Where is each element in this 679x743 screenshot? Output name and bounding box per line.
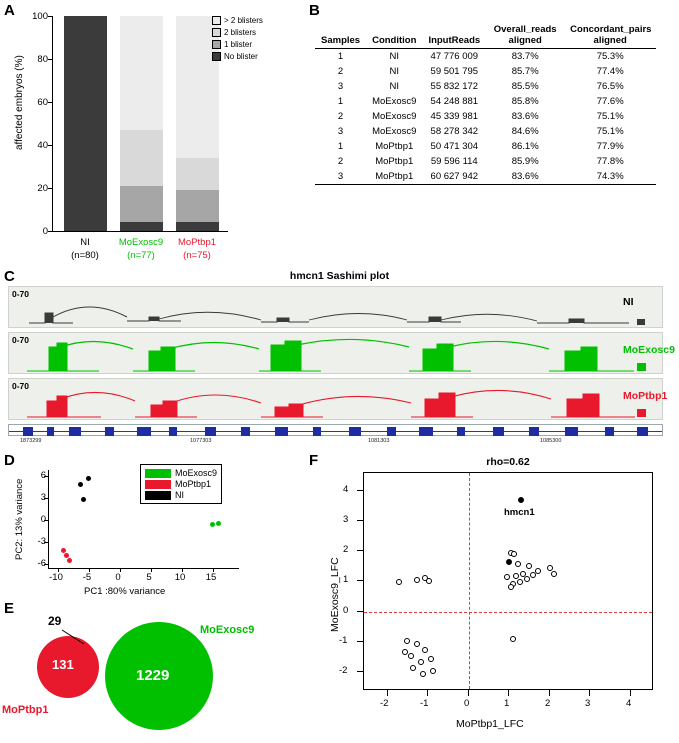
exon bbox=[387, 427, 396, 436]
legend-swatch-moexosc9-icon bbox=[145, 469, 171, 478]
f-y-tickmark-neg1 bbox=[357, 641, 363, 642]
d-y-axis-line bbox=[48, 470, 49, 569]
cell-inputreads: 50 471 304 bbox=[430, 141, 479, 152]
d-y-label-6: 6 bbox=[40, 470, 46, 481]
track-label-ni: NI bbox=[623, 296, 634, 308]
table-row bbox=[315, 94, 656, 109]
exon bbox=[205, 427, 216, 436]
cell-condition: MoExosc9 bbox=[372, 96, 417, 107]
scatter-point-hmcn1 bbox=[518, 497, 524, 503]
y-tick-60: 60 bbox=[37, 97, 48, 108]
scatter-point bbox=[408, 653, 414, 659]
cell-overall: 85.8% bbox=[511, 96, 539, 107]
cat-n-moptbp1: (n=75) bbox=[183, 250, 211, 261]
legend-item-2 bbox=[212, 28, 263, 37]
legend-item-ni bbox=[145, 490, 217, 500]
f-y-label-0: 0 bbox=[343, 605, 349, 616]
cell-sample: 2 bbox=[337, 66, 344, 77]
cell-concordant: 74.3% bbox=[564, 169, 656, 185]
scatter-point bbox=[396, 579, 402, 585]
cat-label-moptbp1: MoPtbp1 bbox=[177, 237, 217, 248]
panel-f-y-axis-label: MoExosc9_LFC bbox=[329, 557, 341, 632]
exon bbox=[275, 427, 288, 436]
panel-a-y-axis-label: affected embryos (%) bbox=[14, 55, 25, 150]
sashimi-track-moptbp1 bbox=[8, 378, 663, 420]
cell-condition: MoPtbp1 bbox=[366, 169, 422, 185]
panel-b bbox=[303, 0, 679, 268]
panel-d-legend bbox=[140, 464, 222, 504]
cell-concordant: 76.5% bbox=[596, 81, 624, 92]
sashimi-curve-ni bbox=[9, 287, 662, 327]
exon bbox=[23, 427, 33, 436]
scatter-point bbox=[551, 571, 557, 577]
col-header-samples: Samples bbox=[315, 22, 366, 49]
cell-sample: 1 bbox=[337, 96, 344, 107]
scatter-point-moexosc9 bbox=[216, 521, 221, 526]
f-x-label-neg1: -1 bbox=[420, 698, 429, 709]
cell-inputreads: 59 501 795 bbox=[430, 66, 479, 77]
scatter-point bbox=[508, 584, 514, 590]
zero-line-vertical bbox=[469, 473, 470, 689]
cell-condition: NI bbox=[389, 66, 399, 77]
zero-line-horizontal bbox=[364, 612, 652, 613]
exon bbox=[457, 427, 465, 436]
sashimi-curve-moptbp1 bbox=[9, 379, 662, 419]
f-x-tickmark-3 bbox=[589, 690, 590, 696]
scatter-point bbox=[535, 568, 541, 574]
f-x-label-1: 1 bbox=[504, 698, 510, 709]
cell-sample: 1 bbox=[315, 49, 366, 65]
coord-label: 1077303 bbox=[190, 438, 212, 444]
scatter-point bbox=[511, 551, 517, 557]
exon bbox=[313, 427, 321, 436]
scatter-point bbox=[414, 577, 420, 583]
cell-sample: 2 bbox=[337, 111, 344, 122]
exon bbox=[419, 427, 433, 436]
y-tick-40: 40 bbox=[37, 140, 48, 151]
exon bbox=[47, 427, 54, 436]
f-x-tickmark-1 bbox=[508, 690, 509, 696]
venn-count-moptbp1: 131 bbox=[52, 657, 74, 672]
legend-item-moexosc9 bbox=[145, 468, 217, 478]
cell-concordant: 77.4% bbox=[596, 66, 624, 77]
point-annotation-hmcn1: hmcn1 bbox=[504, 507, 535, 518]
f-x-label-4: 4 bbox=[626, 698, 632, 709]
track-range-moexosc9: 0-70 bbox=[12, 335, 30, 345]
cell-condition: NI bbox=[366, 49, 422, 65]
legend-swatch-moptbp1-icon bbox=[145, 480, 171, 489]
panel-a-legend bbox=[212, 16, 263, 64]
cell-overall: 83.6% bbox=[486, 169, 564, 185]
f-y-label-1: 1 bbox=[343, 574, 349, 585]
panel-f bbox=[303, 452, 679, 743]
track-label-moptbp1: MoPtbp1 bbox=[623, 390, 668, 402]
scatter-point bbox=[547, 565, 553, 571]
scatter-point bbox=[402, 649, 408, 655]
exon bbox=[241, 427, 250, 436]
exon bbox=[565, 427, 578, 436]
legend-swatch-none-icon bbox=[212, 52, 221, 61]
legend-label-1: 1 blister bbox=[224, 40, 253, 49]
table-row bbox=[315, 154, 656, 169]
panel-a-letter: A bbox=[4, 2, 15, 19]
exon bbox=[137, 427, 151, 436]
legend-swatch-gt2-icon bbox=[212, 16, 221, 25]
d-x-label-10: 10 bbox=[174, 572, 186, 583]
f-x-label-3: 3 bbox=[585, 698, 591, 709]
panel-e-letter: E bbox=[4, 600, 15, 617]
cell-concordant: 77.9% bbox=[596, 141, 624, 152]
f-y-label-neg2: -2 bbox=[339, 665, 348, 676]
d-x-label-0: 0 bbox=[115, 572, 121, 583]
y-tick-80: 80 bbox=[37, 54, 48, 65]
bar-moexosc9 bbox=[120, 16, 163, 231]
cell-overall: 83.6% bbox=[511, 111, 539, 122]
venn-label-moexosc9: MoExosc9 bbox=[200, 624, 255, 636]
cell-inputreads: 55 832 172 bbox=[430, 81, 479, 92]
f-x-tickmark-neg1 bbox=[427, 690, 428, 696]
exon bbox=[349, 427, 361, 436]
panel-b-letter: B bbox=[309, 2, 320, 19]
scatter-point bbox=[420, 671, 426, 677]
panel-a-plot-area bbox=[52, 16, 227, 231]
tick-100 bbox=[48, 16, 52, 17]
cell-condition: MoPtbp1 bbox=[375, 141, 414, 152]
exon bbox=[493, 427, 504, 436]
cell-overall: 85.7% bbox=[511, 66, 539, 77]
f-x-tickmark-4 bbox=[630, 690, 631, 696]
scatter-point bbox=[506, 559, 512, 565]
table-row bbox=[315, 109, 656, 124]
cat-n-ni: (n=80) bbox=[71, 250, 99, 261]
scatter-point-moptbp1 bbox=[67, 558, 72, 563]
bar-seg-1-blister bbox=[176, 190, 219, 222]
panel-f-letter: F bbox=[309, 452, 319, 469]
scatter-point bbox=[524, 576, 530, 582]
cell-condition: MoExosc9 bbox=[372, 111, 417, 122]
f-y-tickmark-1 bbox=[357, 580, 363, 581]
col-header-overall-reads-aligned: Overall_reads aligned bbox=[486, 22, 564, 49]
legend-item-moptbp1 bbox=[145, 479, 217, 489]
bar-seg-no-blister bbox=[120, 222, 163, 231]
d-x-axis-line bbox=[48, 568, 239, 569]
legend-item-gt2 bbox=[212, 16, 263, 25]
scatter-point bbox=[517, 579, 523, 585]
sashimi-track-moexosc9 bbox=[8, 332, 663, 374]
scatter-point bbox=[504, 574, 510, 580]
f-y-tickmark-4 bbox=[357, 490, 363, 491]
scatter-point bbox=[428, 656, 434, 662]
f-y-label-2: 2 bbox=[343, 544, 349, 555]
panel-f-x-axis-label: MoPtbp1_LFC bbox=[456, 718, 524, 730]
cell-inputreads: 47 776 009 bbox=[422, 49, 486, 65]
y-tick-100: 100 bbox=[32, 11, 48, 22]
tick-40 bbox=[48, 145, 52, 146]
f-y-label-4: 4 bbox=[343, 484, 349, 495]
track-range-ni: 0-70 bbox=[12, 289, 30, 299]
scatter-point bbox=[410, 665, 416, 671]
cat-label-moexosc9: MoExosc9 bbox=[118, 237, 164, 248]
scatter-point-ni bbox=[78, 482, 83, 487]
cell-condition: MoPtbp1 bbox=[375, 156, 414, 167]
panel-f-plot-area bbox=[363, 472, 653, 690]
panel-d-letter: D bbox=[4, 452, 15, 469]
panel-e bbox=[0, 600, 300, 743]
f-y-label-neg1: -1 bbox=[339, 635, 348, 646]
scatter-point bbox=[426, 578, 432, 584]
scatter-point-moexosc9 bbox=[210, 522, 215, 527]
x-axis-line bbox=[52, 231, 228, 232]
d-y-label-neg6: -6 bbox=[37, 558, 46, 569]
cat-n-moexosc9: (n=77) bbox=[127, 250, 155, 261]
cell-inputreads: 45 339 981 bbox=[430, 111, 479, 122]
bar-seg-no-blister bbox=[176, 222, 219, 231]
f-y-tickmark-0 bbox=[357, 611, 363, 612]
panel-c bbox=[0, 268, 679, 453]
f-x-label-0: 0 bbox=[464, 698, 470, 709]
cell-concordant: 75.1% bbox=[596, 111, 624, 122]
cell-overall: 85.9% bbox=[511, 156, 539, 167]
venn-count-moexosc9: 1229 bbox=[136, 667, 170, 684]
cell-condition: NI bbox=[389, 81, 399, 92]
d-y-label-0: 0 bbox=[40, 514, 46, 525]
f-x-label-2: 2 bbox=[545, 698, 551, 709]
exon bbox=[69, 427, 81, 436]
scatter-point-ni bbox=[81, 497, 86, 502]
panel-a bbox=[0, 0, 300, 268]
scatter-point bbox=[404, 638, 410, 644]
coord-label: 1085300 bbox=[540, 438, 562, 444]
cell-sample: 2 bbox=[337, 156, 344, 167]
cell-overall: 86.1% bbox=[511, 141, 539, 152]
table-row bbox=[315, 124, 656, 139]
cell-inputreads: 58 278 342 bbox=[430, 126, 479, 137]
legend-label-moexosc9: MoExosc9 bbox=[175, 468, 218, 478]
legend-swatch-2-icon bbox=[212, 28, 221, 37]
col-header-inputreads: InputReads bbox=[422, 22, 486, 49]
scatter-point bbox=[530, 572, 536, 578]
exon bbox=[529, 427, 539, 436]
venn-count-overlap: 29 bbox=[48, 614, 62, 628]
d-x-label-15: 15 bbox=[205, 572, 217, 583]
scatter-point bbox=[422, 647, 428, 653]
f-x-tickmark-2 bbox=[549, 690, 550, 696]
table-row bbox=[315, 139, 656, 154]
cell-condition: MoExosc9 bbox=[372, 126, 417, 137]
table-row bbox=[315, 79, 656, 94]
panel-c-title: hmcn1 Sashimi plot bbox=[289, 270, 390, 282]
panel-c-letter: C bbox=[4, 268, 15, 285]
bar-seg-gt2-blisters bbox=[120, 16, 163, 130]
scatter-point bbox=[513, 573, 519, 579]
exon bbox=[169, 427, 177, 436]
cell-inputreads: 59 596 114 bbox=[430, 156, 478, 167]
venn-leader-line bbox=[0, 600, 300, 743]
sashimi-track-ni bbox=[8, 286, 663, 328]
cell-sample: 3 bbox=[337, 126, 344, 137]
cell-concordant: 77.8% bbox=[596, 156, 624, 167]
coord-label: 1873299 bbox=[20, 438, 42, 444]
scatter-point-ni bbox=[86, 476, 91, 481]
cell-overall: 84.6% bbox=[511, 126, 539, 137]
tick-80 bbox=[48, 59, 52, 60]
scatter-point bbox=[418, 659, 424, 665]
exon bbox=[637, 427, 648, 436]
y-tick-20: 20 bbox=[37, 183, 48, 194]
legend-label-2: 2 blisters bbox=[224, 28, 257, 37]
f-x-tickmark-neg2 bbox=[387, 690, 388, 696]
track-range-moptbp1: 0-70 bbox=[12, 381, 30, 391]
bar-seg-no-blister bbox=[64, 16, 107, 231]
coord-label: 1081303 bbox=[368, 438, 390, 444]
legend-swatch-1-icon bbox=[212, 40, 221, 49]
d-x-label-neg10: -10 bbox=[49, 572, 63, 583]
f-x-label-neg2: -2 bbox=[380, 698, 389, 709]
f-y-label-3: 3 bbox=[343, 514, 349, 525]
y-axis-line bbox=[52, 16, 53, 232]
panel-f-title: rho=0.62 bbox=[486, 456, 530, 468]
y-tick-0: 0 bbox=[42, 226, 48, 237]
exon bbox=[105, 427, 114, 436]
col-header-concordant-pairs-aligned: Concordant_pairs aligned bbox=[564, 22, 656, 49]
legend-swatch-ni-icon bbox=[145, 491, 171, 500]
legend-item-1 bbox=[212, 40, 263, 49]
col-header-condition: Condition bbox=[366, 22, 422, 49]
table-row bbox=[315, 169, 656, 185]
exon bbox=[605, 427, 614, 436]
bar-ni bbox=[64, 16, 107, 231]
f-y-tickmark-3 bbox=[357, 520, 363, 521]
cat-label-ni: NI bbox=[80, 237, 90, 248]
cell-concordant: 77.6% bbox=[596, 96, 624, 107]
cell-inputreads: 54 248 881 bbox=[430, 96, 479, 107]
bar-seg-2-blisters bbox=[120, 130, 163, 186]
legend-label-none: No blister bbox=[224, 52, 258, 61]
scatter-point bbox=[526, 563, 532, 569]
legend-item-none bbox=[212, 52, 263, 61]
gene-model-track bbox=[8, 424, 663, 436]
alignment-stats-table bbox=[315, 22, 656, 185]
table-row bbox=[315, 49, 656, 65]
panel-d bbox=[0, 452, 300, 602]
legend-label-moptbp1: MoPtbp1 bbox=[175, 479, 212, 489]
d-x-label-5: 5 bbox=[146, 572, 152, 583]
scatter-point bbox=[414, 641, 420, 647]
tick-20 bbox=[48, 188, 52, 189]
f-x-tickmark-0 bbox=[468, 690, 469, 696]
f-y-tickmark-2 bbox=[357, 550, 363, 551]
d-y-label-neg3: -3 bbox=[37, 536, 46, 547]
f-y-tickmark-neg2 bbox=[357, 671, 363, 672]
cell-inputreads: 60 627 942 bbox=[422, 169, 486, 185]
scatter-point bbox=[515, 561, 521, 567]
scatter-point bbox=[510, 636, 516, 642]
tick-0 bbox=[48, 231, 52, 232]
tick-60 bbox=[48, 102, 52, 103]
bar-seg-2-blisters bbox=[176, 158, 219, 190]
bar-seg-1-blister bbox=[120, 186, 163, 222]
cell-sample: 3 bbox=[315, 169, 366, 185]
venn-label-moptbp1: MoPtbp1 bbox=[2, 704, 49, 716]
cell-sample: 1 bbox=[337, 141, 344, 152]
sashimi-curve-moexosc9 bbox=[9, 333, 662, 373]
scatter-point bbox=[430, 668, 436, 674]
cell-concordant: 75.1% bbox=[596, 126, 624, 137]
cell-concordant: 75.3% bbox=[564, 49, 656, 65]
d-x-label-neg5: -5 bbox=[82, 572, 92, 583]
legend-label-gt2: > 2 blisters bbox=[224, 16, 263, 25]
table-header-row bbox=[315, 22, 656, 49]
d-y-label-3: 3 bbox=[40, 492, 46, 503]
table-row bbox=[315, 64, 656, 79]
cell-overall: 85.5% bbox=[511, 81, 539, 92]
cell-overall: 83.7% bbox=[486, 49, 564, 65]
panel-d-y-axis-label: PC2: 13% variance bbox=[14, 478, 25, 560]
panel-d-x-axis-label: PC1 :80% variance bbox=[84, 586, 166, 597]
legend-label-ni: NI bbox=[175, 490, 184, 500]
cell-sample: 3 bbox=[337, 81, 344, 92]
track-label-moexosc9: MoExosc9 bbox=[623, 344, 675, 356]
